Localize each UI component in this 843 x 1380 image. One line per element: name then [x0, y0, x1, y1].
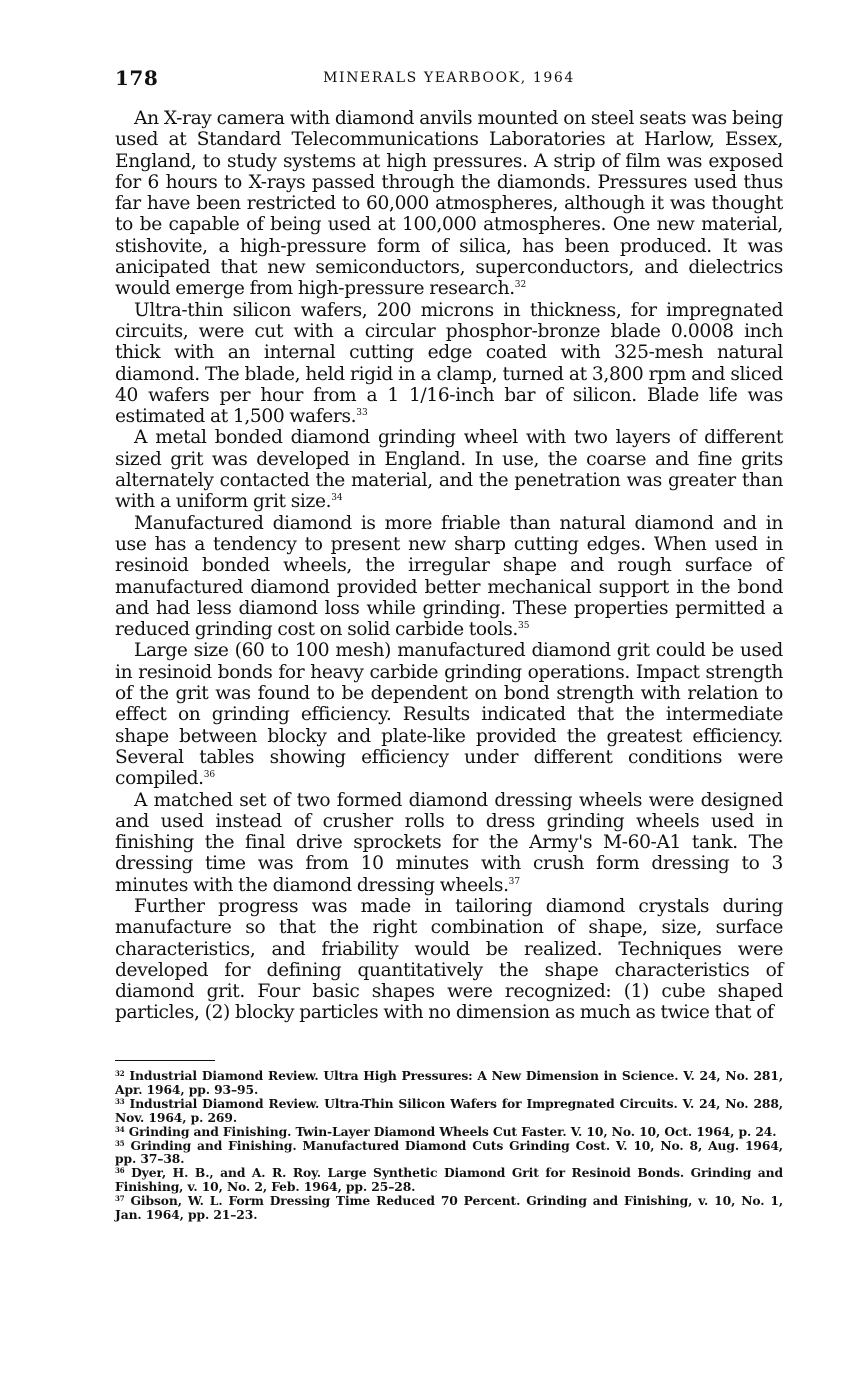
footnote-reference: 32 [514, 280, 527, 291]
body-text [115, 108, 783, 1024]
footnote: $^{32}$ Industrial Diamond Review. Ultra High Pressures: A New Dimension in Science. V. 24, No. 281, Apr. 1964, pp. 93–95. [115, 1068, 784, 1097]
footnote-reference: 33 [356, 408, 368, 419]
footnote: $^{37}$ Gibson, W. L. Form Dressing Time Reduced 70 Percent. Grinding and Finishing, v. 10, No. 1, Jan. 1964, pp. 21–23. [115, 1193, 783, 1223]
footnote: $^{34}$ Grinding and Finishing. Twin-Layer Diamond Wheels Cut Faster. V. 10, No. 10, Oct. 1964, p. 24. [115, 1123, 777, 1139]
paragraph: A matched set of two formed diamond dressing wheels were designed and used instead of crusher rolls to dress grinding wheels used in finishing the final drive sprockets for the Army's M-60-A1 tank. The dressing time was from 10 minutes with crush form dressing to 3 minutes with the diamond dressing wheels.$^{37}$ [115, 789, 783, 896]
page-header [115, 66, 783, 96]
paragraph: Ultra-thin silicon wafers, 200 microns in thickness, for impregnated circuits, were cut with a circular phosphor-bronze blade 0.0008 inch thick with an internal cutting edge coated with 325-mesh natural diamond. The blade, held rigid in a clamp, turned at 3,800 rpm and sliced 40 wafers per hour from a 1 1/16-inch bar of silicon. Blade life was estimated at 1,500 wafers.$^{33}$ [115, 299, 783, 428]
paragraph: Large size (60 to 100 mesh) manufactured diamond grit could be used in resinoid bonds for heavy carbide grinding operations. Impact strength of the grit was found to be dependent on bond strength with relation to effect on grinding efficiency. Results indicated that the intermediate shape between blocky and plate-like provided the greatest efficiency. Several tables showing efficiency under different conditions were compiled.$^{36}$ [115, 640, 783, 790]
paragraph: A metal bonded diamond grinding wheel with two layers of different sized grit was developed in England. In use, the coarse and fine grits alternately contacted the material, and the penetration was greater than with a uniform grit size.$^{34}$ [115, 427, 783, 513]
paragraph: Manufactured diamond is more friable than natural diamond and in use has a tendency to present new sharp cutting edges. When used in resinoid bonded wheels, the irregular shape and rough surface of manufactured diamond provided better mechanical support in the bond and had less diamond loss while grinding. These properties permitted a reduced grinding cost on solid carbide tools.$^{35}$ [115, 512, 783, 641]
footnote-mark: 35 [115, 1138, 125, 1148]
footnote-mark: 32 [115, 1069, 125, 1078]
footnote: $^{33}$ Industrial Diamond Review. Ultra-Thin Silicon Wafers for Impregnated Circuits. V. 24, No. 288, Nov. 1964, p. 269. [115, 1095, 783, 1125]
footnote-reference: 37 [508, 876, 521, 887]
footnotes [115, 1069, 783, 1222]
footnote: $^{36}$ Dyer, H. B., and A. R. Roy. Large Synthetic Diamond Grit for Resinoid Bonds. Grinding and Finishing, v. 10, No. 2, Feb. 1964, pp. 25–28. [115, 1165, 783, 1195]
footnote: $^{35}$ Grinding and Finishing. Manufactured Diamond Cuts Grinding Cost. V. 10, No. 8, Aug. 1964, pp. 37–38. [115, 1137, 783, 1167]
footnote-mark: 33 [115, 1096, 125, 1106]
paragraph: An X-ray camera with diamond anvils mounted on steel seats was being used at Standard Telecommunications Laboratories at Harlow, Essex, England, to study systems at high pressures. A strip of film was exposed for 6 hours to X-rays passed through the diamonds. Pressures used thus far have been restricted to 60,000 atmospheres, although it was thought to be capable of being used at 100,000 atmospheres. One new material, stishovite, a high-pressure form of silica, has been produced. It was anicipated that new semiconductors, superconductors, and dielectrics would emerge from high-pressure research.$^{32}$ [115, 108, 783, 300]
footnote-reference: 36 [203, 770, 216, 781]
footnote-mark: 36 [115, 1166, 125, 1176]
paragraph: Further progress was made in tailoring diamond crystals during manufacture so that the right combination of shape, size, surface characteristics, and friability would be realized. Techniques were developed for defining quantitatively the shape characteristics of diamond grit. Four basic shapes were recognized: (1) cube shaped particles, (2) blocky particles with no dimension as much as twice that of [115, 895, 783, 1024]
running-head: MINERALS YEARBOOK, 1964 [323, 70, 575, 86]
footnote-reference: 34 [331, 493, 343, 504]
footnote-mark: 37 [115, 1194, 125, 1204]
footnote-divider [115, 1060, 215, 1061]
footnote-mark: 34 [115, 1124, 125, 1134]
page-number: 178 [115, 66, 159, 90]
footnote-reference: 35 [517, 621, 530, 632]
